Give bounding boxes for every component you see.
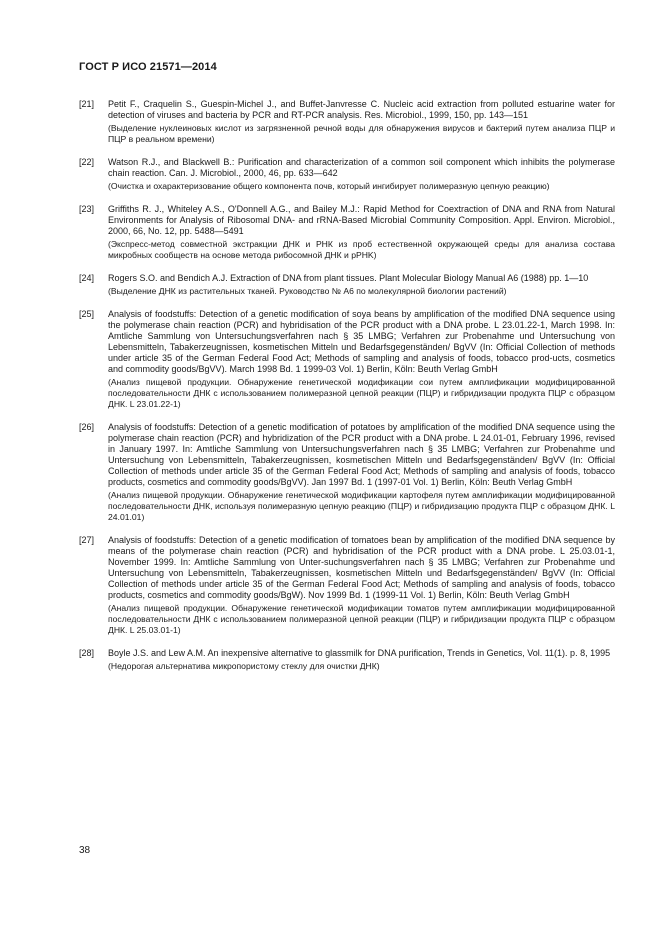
reference-citation: Griffiths R. J., Whiteley A.S., O'Donnell A.G., and Bailey M.J.: Rapid Method for Coextraction of DNA and RNA from Natural Environments for Analysis of Ribosomal DNA- and rRNA-Based Microbial Community Composition. Appl. Environ. Microbiol., 2000, 66, No. 12, pp. 5488—5491: [108, 204, 615, 236]
reference-number: [28]: [79, 648, 95, 658]
reference-translation: (Недорогая альтернатива микропористому стеклу для очистки ДНК): [108, 661, 380, 671]
reference-item-23: [79, 204, 615, 261]
reference-item-27: [79, 535, 615, 636]
reference-body: [108, 535, 615, 636]
document-header: ГОСТ Р ИСО 21571—2014: [79, 61, 217, 73]
reference-number: [22]: [79, 157, 95, 167]
reference-translation: (Экспресс-метод совместной экстракции ДНК и РНК из проб естественной окружающей среды для анализа состава микробных сообществ на основе метода рибосомной ДНК и pPHK): [108, 239, 615, 260]
reference-number: [26]: [79, 422, 95, 432]
reference-number: [25]: [79, 309, 95, 319]
reference-number: [21]: [79, 99, 95, 109]
reference-item-28: [79, 648, 615, 672]
reference-item-21: [79, 99, 615, 145]
reference-body: [108, 648, 615, 672]
reference-citation: Rogers S.O. and Bendich A.J. Extraction of DNA from plant tissues. Plant Molecular Biology Manual A6 (1988) pp. 1—10: [108, 273, 589, 283]
reference-number: [27]: [79, 535, 95, 545]
reference-translation: (Анализ пищевой продукции. Обнаружение генетической модификации картофеля путем амплификации модифицированной последовательности ДНК, используя полимеразную цепную реакцию (ПЦР) и гибридизацию продукта ПЦР с образцом ДНК. L 24.01.01): [108, 490, 615, 522]
reference-body: [108, 309, 615, 410]
reference-translation: (Анализ пищевой продукции. Обнаружение генетической модификации сои путем амплификации модифицированной последовательности ДНК с использованием полимеразной цепной реакции (ПЦР) и гибридизации продукта ПЦР с образцом ДНК. L 23.01.22-1): [108, 377, 615, 409]
reference-body: [108, 157, 615, 192]
reference-body: [108, 204, 615, 261]
reference-citation: Boyle J.S. and Lew A.M. An inexpensive alternative to glassmilk for DNA purification, Trends in Genetics, Vol. 11(1). p. 8, 1995: [108, 648, 611, 658]
reference-body: [108, 99, 615, 145]
reference-translation: (Очистка и охарактеризование общего компонента почв, который ингибирует полимеразную цепную реакцию): [108, 181, 550, 191]
reference-list: [79, 99, 615, 684]
reference-citation: Analysis of foodstuffs: Detection of a genetic modification of soya beans by amplification of the modified DNA sequence using the polymerase chain reaction (PCR) and hybridisation of the PCR product with a DNA probe. L 23.01.22-1, March 1998. In: Amtliche Sammlung von Untersuchungsverfahren nach § 35 LMBG; Verfahren zur Probenahme und Untersuchung von Lebensmitteln, Tabakerzeugnissen, kosmetischen Mitteln und Bedarfsgegenständen/ BgVV (In: Official Collection of methods under article 35 of the German Federal Food Act; Methods of sampling and analysis of foods, tobacco prod-ucts, cosmetics and commodity goods/BgVV). March 1998 Bd. 1 1999-03 Vol. 1) Berlin, Köln: Beuth Verlag GmbH: [108, 309, 615, 374]
reference-item-24: [79, 273, 615, 297]
reference-citation: Petit F., Craquelin S., Guespin-Michel J., and Buffet-Janvresse C. Nucleic acid extraction from polluted estuarine water for detection of viruses and bacteria by PCR and RT-PCR analysis. Res. Microbiol., 1999, 150, pp. 143—151: [108, 99, 615, 120]
reference-number: [24]: [79, 273, 95, 283]
reference-number: [23]: [79, 204, 95, 214]
reference-item-25: [79, 309, 615, 410]
reference-citation: Analysis of foodstuffs: Detection of a genetic modification of tomatoes bean by amplification of the modified DNA sequence by means of the polymerase chain reaction (PCR) and hybridisation of the PCR product with a DNA probe. L 25.03.01-1, November 1999. In: Amtliche Sammlung von Unter-suchungsverfahren nach § 35 LMBG; Verfahren zur Probenahme und Untersuchung von Lebensmitteln, Tabakerzeugnissen, kosmetischen Mitteln und Bedarfsgegenständen/ BgVV (In: Official Collection of methods under article 35 of the German Federal Food Act; Methods of sampling and analysis of foods, tobacco products, cosmetics and commodity goods/BgW). Nov 1999 Bd. 1 (1999-11 Vol. 1) Berlin, Köln: Beuth Verlag GmbH: [108, 535, 615, 600]
reference-citation: Analysis of foodstuffs: Detection of a genetic modification of potatoes by amplification of the modified DNA sequence using the polymerase chain reaction (PCR) and hybridization of the PCR product with a DNA probe. L 24.01-01, February 1996, revised in January 1997. In: Amtliche Sammlung von Untersuchungsverfahren nach § 35 LMBG; Verfahren zur Probenahme und Untersuchung von Lebensmitteln, Tabakerzeugnissen, kosmetischen Mitteln und Bedarfsgegenständen/ BgVV (In: Official Collection of methods under article 35 of the German Federal Food Act; Methods of sampling and analysis of foods, tobacco products, cosmetics and commodity goods/BgVV). Jan 1997 Bd. 1 (1997-01 Vol. 1) Berlin, Köln: Beuth Verlag GmbH: [108, 422, 615, 487]
reference-translation: (Выделение ДНК из растительных тканей. Руководство № А6 по молекулярной биологии растений): [108, 286, 507, 296]
page-number: 38: [79, 845, 91, 856]
reference-body: [108, 273, 615, 297]
reference-citation: Watson R.J., and Blackwell B.: Purification and characterization of a common soil component which inhibits the polymerase chain reaction. Can. J. Microbiol., 2000, 46, pp. 633—642: [108, 157, 615, 178]
reference-item-22: [79, 157, 615, 192]
reference-translation: (Выделение нуклеиновых кислот из загрязненной речной воды для обнаружения вирусов и бактерий путем анализа ПЦР и ПЦР в реальном времени): [108, 123, 615, 144]
reference-body: [108, 422, 615, 523]
reference-translation: (Анализ пищевой продукции. Обнаружение генетической модификации томатов путем амплификации модифицированной последовательности ДНК с использованием полимеразной цепной реакции (ПЦР) и гибридизации продукта ПЦР с образцом ДНК. L 25.03.01-1): [108, 603, 615, 635]
reference-item-26: [79, 422, 615, 523]
